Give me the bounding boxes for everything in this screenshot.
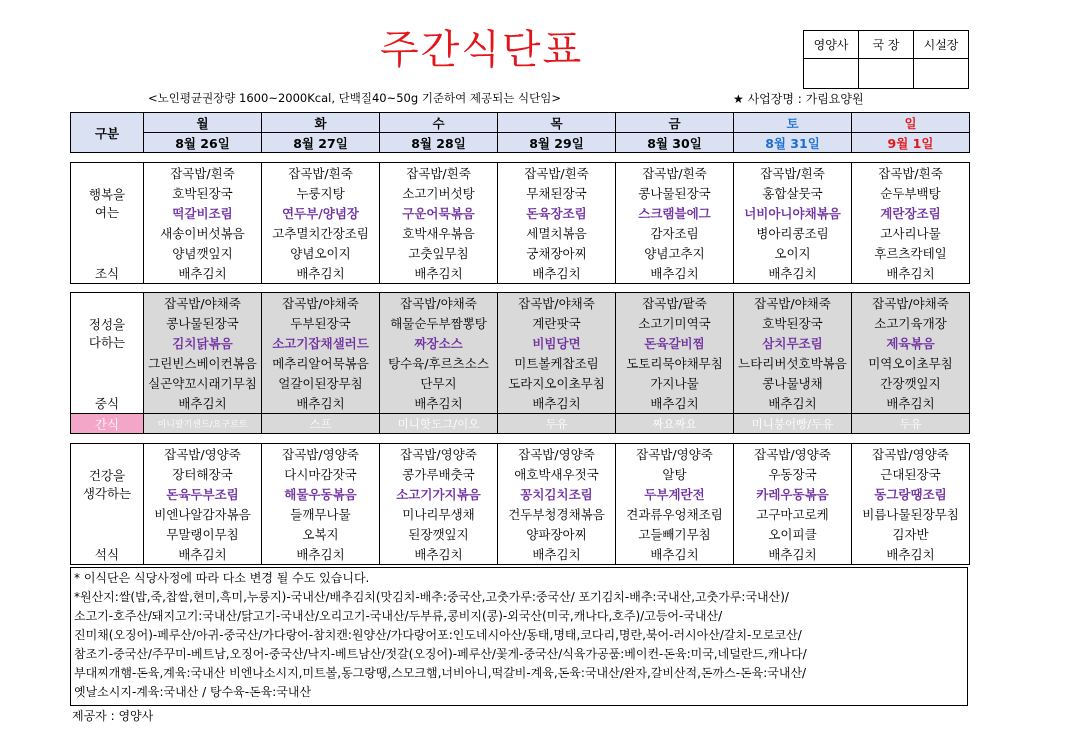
menu-item: 두부계란전 (616, 484, 734, 504)
snack-item: 미니핫도그/이오 (380, 414, 498, 434)
meal-label-blank (71, 223, 144, 243)
snack-row (71, 414, 970, 434)
menu-item: 소고기가지볶음 (380, 484, 498, 504)
dinner-section (70, 443, 970, 565)
menu-item: 비빔당면 (498, 333, 616, 353)
menu-item: 배추김치 (380, 393, 498, 413)
menu-item: 세멸치볶음 (498, 223, 616, 243)
menu-item: 잡곡밥/영양죽 (734, 444, 852, 464)
day-wed: 수 (380, 113, 498, 133)
note-line: *원산지:쌀(밥,죽,찹쌀,현미,흑미,누룽지)-국내산/배추김치(맛김치-배추:중국산,고춧가루:중국산/ 포기김치-배추:국내산,고춧가루:국내산)/ (74, 590, 789, 604)
menu-item: 배추김치 (498, 544, 616, 564)
breakfast-section (70, 162, 970, 284)
note-line: * 이식단은 식당사정에 따라 다소 변경 될 수도 있습니다. (74, 571, 370, 585)
menu-item: 잡곡밥/영양죽 (144, 444, 262, 464)
meal-label-blank (71, 444, 144, 464)
breakfast-row (71, 223, 970, 243)
meal-label-line1: 건강을 (71, 464, 144, 484)
menu-item: 돈육갈비찜 (616, 333, 734, 353)
menu-item: 된장깻잎지 (380, 524, 498, 544)
menu-item: 배추김치 (498, 393, 616, 413)
menu-item: 배추김치 (498, 263, 616, 283)
menu-item: 연두부/양념장 (262, 203, 380, 223)
menu-item: 홍합살뭇국 (734, 183, 852, 203)
menu-item: 호박새우볶음 (380, 223, 498, 243)
menu-item: 잡곡밥/야채죽 (734, 293, 852, 313)
approval-facility-head: 시설장 (914, 31, 969, 59)
menu-item: 콩나물냉채 (734, 373, 852, 393)
menu-item: 삼치무조림 (734, 333, 852, 353)
menu-item: 잡곡밥/야채죽 (144, 293, 262, 313)
business-name: ★ 사업장명 : 가림요양원 (733, 92, 864, 106)
note-line: 진미채(오징어)-페루산/아귀-중국산/가다랑어-참치캔:원양산/가다랑어포:인도네시아산/동태,명태,코다리,명란,북어-러시아산/갈치-모로코산/ (74, 628, 802, 642)
menu-item: 잡곡밥/흰죽 (852, 163, 970, 183)
menu-item: 배추김치 (262, 544, 380, 564)
menu-item: 배추김치 (262, 263, 380, 283)
snack-item: 미니붕어빵/두유 (734, 414, 852, 434)
date-tue: 8월 27일 (262, 133, 380, 153)
snack-item: 미니팔기샌드/요구르트 (144, 414, 262, 434)
menu-item: 비엔나알감자볶음 (144, 504, 262, 524)
menu-item: 배추김치 (616, 544, 734, 564)
menu-item: 배추김치 (380, 544, 498, 564)
menu-item: 메추리알어묵볶음 (262, 353, 380, 373)
note-line: 부대찌개햄-돈육,계육:국내산 비엔나소시지,미트볼,동그랑땡,스모크햄,너비아니,떡갈비-계육,돈육:국내산/완자,갈비산적,돈까스-돈육:국내산/ (74, 666, 807, 680)
breakfast-row (71, 263, 970, 283)
menu-item: 배추김치 (852, 393, 970, 413)
day-sat: 토 (734, 113, 852, 133)
meal-label-blank (71, 373, 144, 393)
menu-item: 단무지 (380, 373, 498, 393)
meal-label-name: 조식 (71, 263, 144, 283)
date-mon: 8월 26일 (144, 133, 262, 153)
note-line: 소고기-호주산/돼지고기:국내산/닭고기-국내산/오리고기-국내산/두부류,콩비지(콩)-외국산(미국,캐나다,호주)/고등어-국내산/ (74, 609, 723, 623)
lunch-row (71, 353, 970, 373)
notes-box (70, 567, 968, 706)
approval-sign-cell (914, 59, 969, 89)
menu-item: 잡곡밥/흰죽 (144, 163, 262, 183)
menu-item: 소고기육개장 (852, 313, 970, 333)
menu-item: 배추김치 (734, 393, 852, 413)
menu-item: 미나리무생채 (380, 504, 498, 524)
menu-item: 제육볶음 (852, 333, 970, 353)
menu-item: 소고기버섯탕 (380, 183, 498, 203)
menu-item: 잡곡밥/흰죽 (498, 163, 616, 183)
date-thu: 8월 29일 (498, 133, 616, 153)
lunch-row (71, 293, 970, 313)
menu-item: 배추김치 (852, 544, 970, 564)
menu-item: 김치닭볶음 (144, 333, 262, 353)
menu-item: 잡곡밥/흰죽 (734, 163, 852, 183)
menu-item: 스크램블에그 (616, 203, 734, 223)
note-line: 옛날소시지-계육:국내산 / 탕수육-돈육:국내산 (74, 685, 312, 699)
day-fri: 금 (616, 113, 734, 133)
menu-item: 오이지 (734, 243, 852, 263)
menu-item: 고사리나물 (852, 223, 970, 243)
menu-item: 잡곡밥/영양죽 (616, 444, 734, 464)
menu-item: 후르츠칵테일 (852, 243, 970, 263)
menu-item: 김자반 (852, 524, 970, 544)
day-mon: 월 (144, 113, 262, 133)
menu-item: 누룽지탕 (262, 183, 380, 203)
menu-item: 해물우동볶음 (262, 484, 380, 504)
menu-item: 잡곡밥/영양죽 (380, 444, 498, 464)
meal-label-blank (71, 243, 144, 263)
breakfast-row (71, 203, 970, 223)
menu-item: 콩나물된장국 (144, 313, 262, 333)
menu-item: 배추김치 (616, 393, 734, 413)
day-sun: 일 (852, 113, 970, 133)
meal-label-blank (71, 293, 144, 313)
dinner-row (71, 524, 970, 544)
menu-item: 고추멸치간장조림 (262, 223, 380, 243)
day-tue: 화 (262, 113, 380, 133)
lunch-row (71, 373, 970, 393)
menu-item: 건두부청경채볶음 (498, 504, 616, 524)
menu-item: 고들빼기무침 (616, 524, 734, 544)
subtitle: <노인평균권장량 1600~2000Kcal, 단백질40~50g 기준하여 제공되는 식단임> (148, 91, 561, 105)
snack-item: 짜요짜요 (616, 414, 734, 434)
menu-item: 배추김치 (144, 393, 262, 413)
meal-label-blank (71, 353, 144, 373)
page-title: 주간식단표 (380, 27, 584, 73)
menu-item: 짜장소스 (380, 333, 498, 353)
menu-item: 우동장국 (734, 464, 852, 484)
menu-item: 배추김치 (144, 263, 262, 283)
menu-item: 배추김치 (734, 544, 852, 564)
menu-item: 소고기미역국 (616, 313, 734, 333)
menu-item: 계란팟국 (498, 313, 616, 333)
menu-item: 잡곡밥/영양죽 (852, 444, 970, 464)
breakfast-row (71, 243, 970, 263)
approval-dietitian: 영양사 (804, 31, 859, 59)
menu-item: 해물순두부짬뽕탕 (380, 313, 498, 333)
menu-item: 잡곡밥/흰죽 (262, 163, 380, 183)
menu-item: 꽁치김치조림 (498, 484, 616, 504)
menu-item: 돈육두부조림 (144, 484, 262, 504)
lunch-row (71, 333, 970, 353)
menu-item: 장터해장국 (144, 464, 262, 484)
menu-item: 배추김치 (262, 393, 380, 413)
menu-item: 가지나물 (616, 373, 734, 393)
meal-label-line2: 생각하는 (71, 484, 144, 504)
meal-label-blank (71, 524, 144, 544)
menu-item: 소고기잡채샐러드 (262, 333, 380, 353)
menu-item: 잡곡밥/흰죽 (616, 163, 734, 183)
menu-item: 순두부백탕 (852, 183, 970, 203)
menu-item: 감자조림 (616, 223, 734, 243)
date-sun: 9월 1일 (852, 133, 970, 153)
menu-item: 오복지 (262, 524, 380, 544)
snack-item: 두유 (498, 414, 616, 434)
header-row (70, 112, 970, 153)
approval-sign-cell (859, 59, 914, 89)
menu-item: 두부된장국 (262, 313, 380, 333)
day-thu: 목 (498, 113, 616, 133)
menu-item: 구운어묵볶음 (380, 203, 498, 223)
menu-item: 호박된장국 (144, 183, 262, 203)
menu-item: 잡곡밥/야채죽 (380, 293, 498, 313)
meal-label-name: 중식 (71, 393, 144, 413)
menu-item: 콩나물된장국 (616, 183, 734, 203)
menu-item: 병아리콩조림 (734, 223, 852, 243)
menu-item: 배추김치 (616, 263, 734, 283)
approval-sign-cell (804, 59, 859, 89)
menu-item: 잡곡밥/야채죽 (852, 293, 970, 313)
menu-item: 오이피클 (734, 524, 852, 544)
menu-item: 호박된장국 (734, 313, 852, 333)
menu-item: 견과류우엉채조림 (616, 504, 734, 524)
menu-item: 그린빈스베이컨볶음 (144, 353, 262, 373)
menu-item: 잡곡밥/야채죽 (498, 293, 616, 313)
menu-item: 들깨무나물 (262, 504, 380, 524)
menu-item: 무채된장국 (498, 183, 616, 203)
menu-item: 잡곡밥/흰죽 (380, 163, 498, 183)
meal-label-line2: 다하는 (71, 333, 144, 353)
menu-item: 다시마감잣국 (262, 464, 380, 484)
menu-item: 알탕 (616, 464, 734, 484)
menu-item: 탕수육/후르츠소스 (380, 353, 498, 373)
meal-label-line2: 여는 (71, 203, 144, 223)
menu-item: 고구마고로케 (734, 504, 852, 524)
menu-item: 돈육장조림 (498, 203, 616, 223)
approval-box (803, 30, 969, 89)
menu-item: 궁채장아찌 (498, 243, 616, 263)
menu-item: 무말랭이무침 (144, 524, 262, 544)
menu-item: 계란장조림 (852, 203, 970, 223)
menu-item: 배추김치 (380, 263, 498, 283)
note-line: 참조기-중국산/주꾸미-베트남,오징어-중국산/낙지-베트남산/젓갈(오징어)-페루산/꽃게-중국산/식육가공품:베이컨-돈육:미국,네덜란드,캐나다/ (74, 647, 807, 661)
menu-item: 잡곡밥/팥죽 (616, 293, 734, 313)
menu-item: 잡곡밥/영양죽 (498, 444, 616, 464)
dinner-row (71, 464, 970, 484)
menu-item: 느타리버섯호박볶음 (734, 353, 852, 373)
date-fri: 8월 30일 (616, 133, 734, 153)
menu-item: 미트볼케찹조림 (498, 353, 616, 373)
dinner-row (71, 484, 970, 504)
date-sat: 8월 31일 (734, 133, 852, 153)
breakfast-row (71, 163, 970, 183)
category-header: 구분 (71, 113, 144, 153)
menu-item: 미역오이초무침 (852, 353, 970, 373)
approval-director: 국 장 (859, 31, 914, 59)
menu-item: 근대된장국 (852, 464, 970, 484)
menu-item: 배추김치 (852, 263, 970, 283)
lunch-section (70, 292, 970, 434)
meal-label-line1: 정성을 (71, 313, 144, 333)
lunch-row (71, 393, 970, 413)
menu-item: 새송이버섯볶음 (144, 223, 262, 243)
dinner-row (71, 504, 970, 524)
snack-item: 스프 (262, 414, 380, 434)
snack-label: 간식 (71, 414, 144, 434)
breakfast-row (71, 183, 970, 203)
dinner-row (71, 544, 970, 564)
menu-item: 간장깻잎지 (852, 373, 970, 393)
menu-item: 떡갈비조림 (144, 203, 262, 223)
menu-item: 고춧잎무침 (380, 243, 498, 263)
menu-item: 실곤약꼬시래기무침 (144, 373, 262, 393)
meal-label-line1: 행복을 (71, 183, 144, 203)
menu-item: 배추김치 (734, 263, 852, 283)
dinner-row (71, 444, 970, 464)
menu-item: 너비아니야채볶음 (734, 203, 852, 223)
snack-item: 두유 (852, 414, 970, 434)
menu-item: 도토리묵야채무침 (616, 353, 734, 373)
menu-item: 카레우동볶음 (734, 484, 852, 504)
menu-item: 잡곡밥/영양죽 (262, 444, 380, 464)
menu-item: 얼갈이된장무침 (262, 373, 380, 393)
menu-item: 양념고추지 (616, 243, 734, 263)
lunch-row (71, 313, 970, 333)
menu-item: 배추김치 (144, 544, 262, 564)
menu-item: 양념깻잎지 (144, 243, 262, 263)
menu-item: 비름나물된장무침 (852, 504, 970, 524)
menu-item: 콩가루배춧국 (380, 464, 498, 484)
menu-item: 양념오이지 (262, 243, 380, 263)
menu-item: 동그랑땡조림 (852, 484, 970, 504)
menu-item: 양파장아찌 (498, 524, 616, 544)
menu-item: 애호박새우젓국 (498, 464, 616, 484)
menu-item: 도라지오이초무침 (498, 373, 616, 393)
date-wed: 8월 28일 (380, 133, 498, 153)
menu-item: 잡곡밥/야채죽 (262, 293, 380, 313)
supplier: 제공자 : 영양사 (72, 709, 154, 723)
meal-label-blank (71, 504, 144, 524)
meal-label-blank (71, 163, 144, 183)
meal-label-name: 석식 (71, 544, 144, 564)
